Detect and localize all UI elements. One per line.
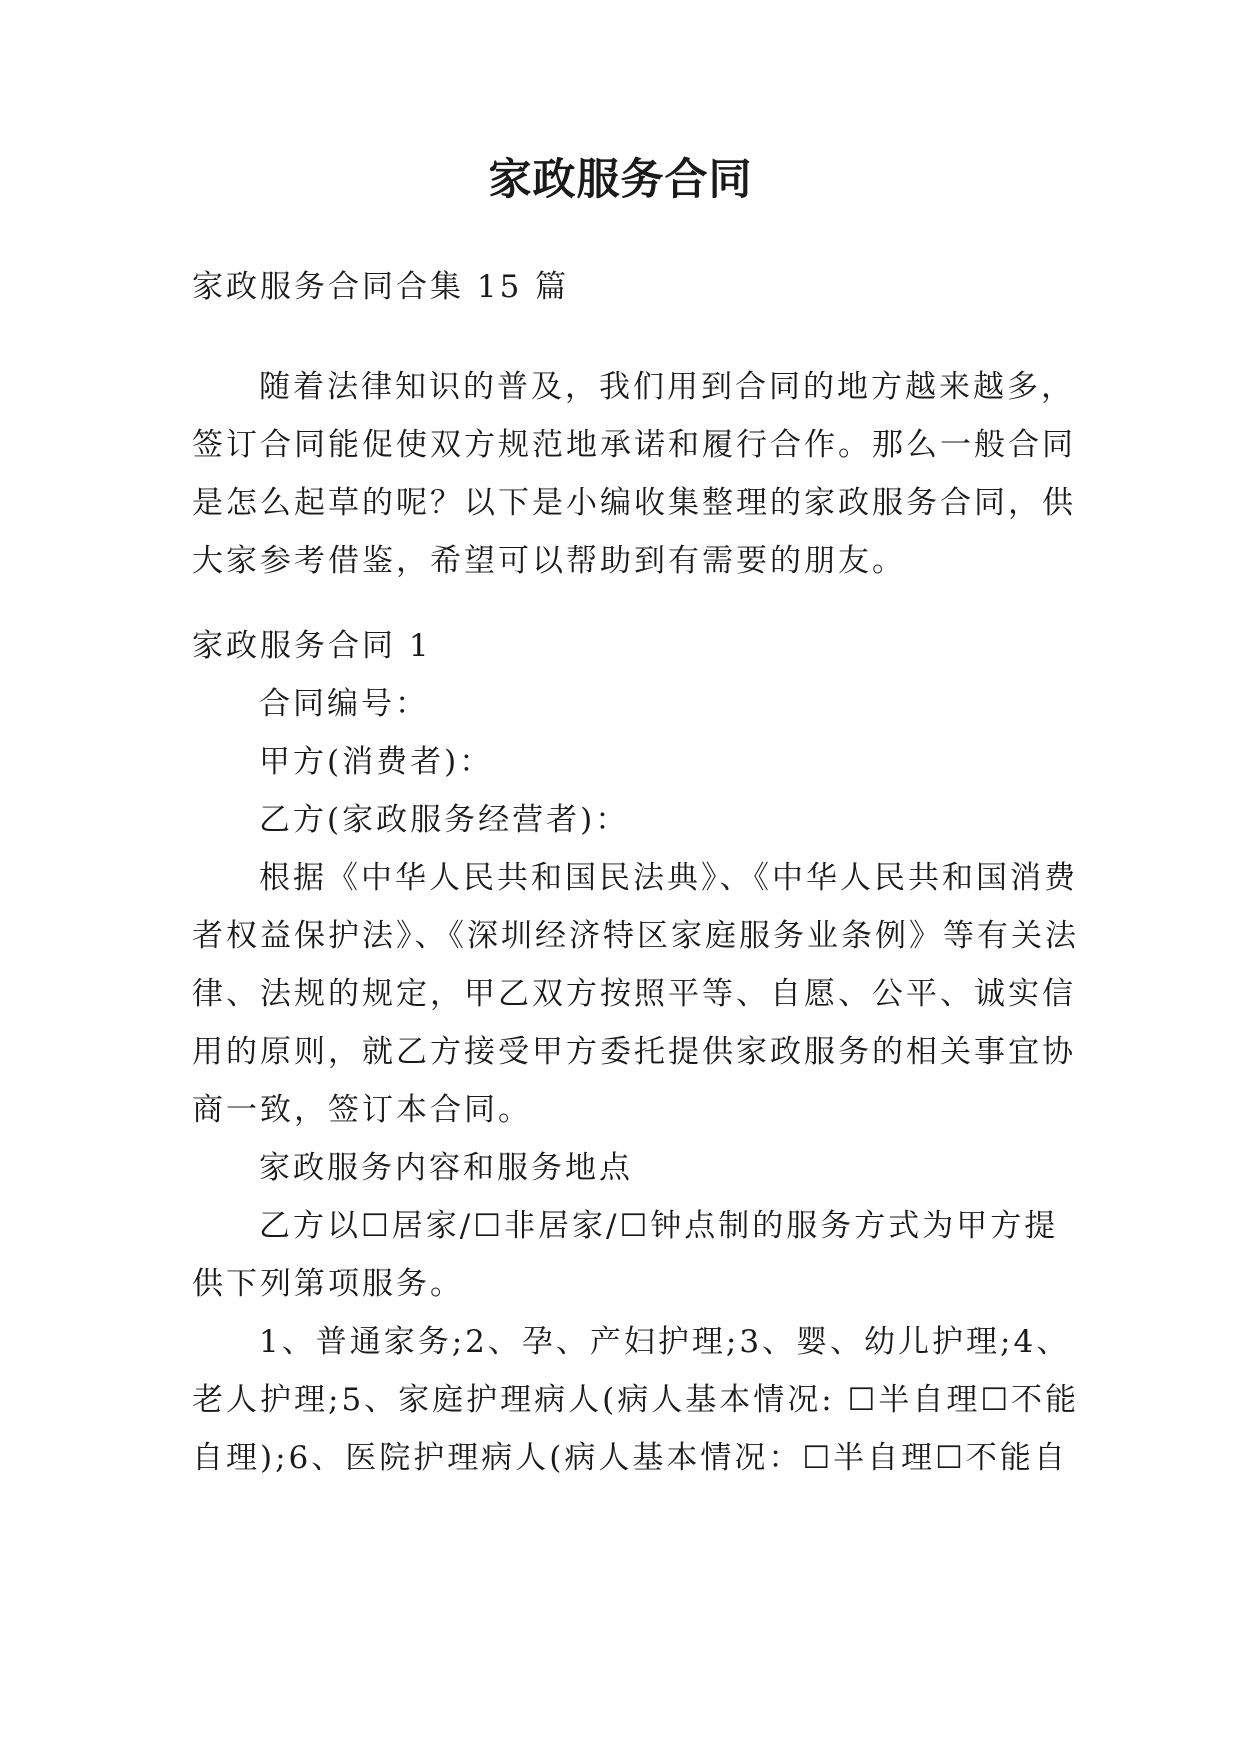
preamble-line: 根据《中华人民共和国民法典》、《中华人民共和国消费 xyxy=(259,860,1078,896)
clause-heading: 家政服务内容和服务地点 xyxy=(259,1150,633,1186)
contract-body xyxy=(192,617,1080,1487)
service-item-line: 1、普通家务;2、孕、产妇护理;3、婴、幼儿护理;4、 xyxy=(259,1324,1071,1360)
service-item-line: 老人护理;5、家庭护理病人(病人基本情况: ☐半自理☐不能 xyxy=(192,1382,1080,1418)
intro-line: 签订合同能促使双方规范地承诺和履行合作。那么一般合同 xyxy=(192,427,1076,463)
intro-paragraph xyxy=(192,358,1076,590)
contract-number-field: 合同编号： xyxy=(259,686,429,722)
intro-line: 大家参考借鉴，希望可以帮助到有需要的朋友。 xyxy=(192,543,906,579)
subtitle-line: 家政服务合同合集 15 篇 xyxy=(192,269,570,305)
preamble-line: 者权益保护法》、《深圳经济特区家庭服务业条例》等有关法 xyxy=(192,918,1079,954)
section-heading: 家政服务合同 1 xyxy=(192,628,432,664)
service-item-line: 自理);6、医院护理病人(病人基本情况：☐半自理☐不能自 xyxy=(192,1440,1068,1476)
intro-line: 是怎么起草的呢？以下是小编收集整理的家政服务合同，供 xyxy=(192,485,1076,521)
service-mode-line: 供下列第项服务。 xyxy=(192,1266,464,1302)
preamble-line: 用的原则，就乙方接受甲方委托提供家政服务的相关事宜协 xyxy=(192,1034,1076,1070)
party-b-field: 乙方(家政服务经营者)： xyxy=(259,802,630,838)
party-a-field: 甲方(消费者)： xyxy=(259,744,494,780)
document-title: 家政服务合同 xyxy=(488,155,753,205)
document-subtitle xyxy=(192,258,1057,316)
preamble-line: 律、法规的规定，甲乙双方按照平等、自愿、公平、诚实信 xyxy=(192,976,1076,1012)
intro-line: 随着法律知识的普及，我们用到合同的地方越来越多， xyxy=(259,369,1075,405)
service-mode-line: 乙方以☐居家/☐非居家/☐钟点制的服务方式为甲方提 xyxy=(259,1208,1059,1244)
preamble-line: 商一致，签订本合同。 xyxy=(192,1092,532,1128)
